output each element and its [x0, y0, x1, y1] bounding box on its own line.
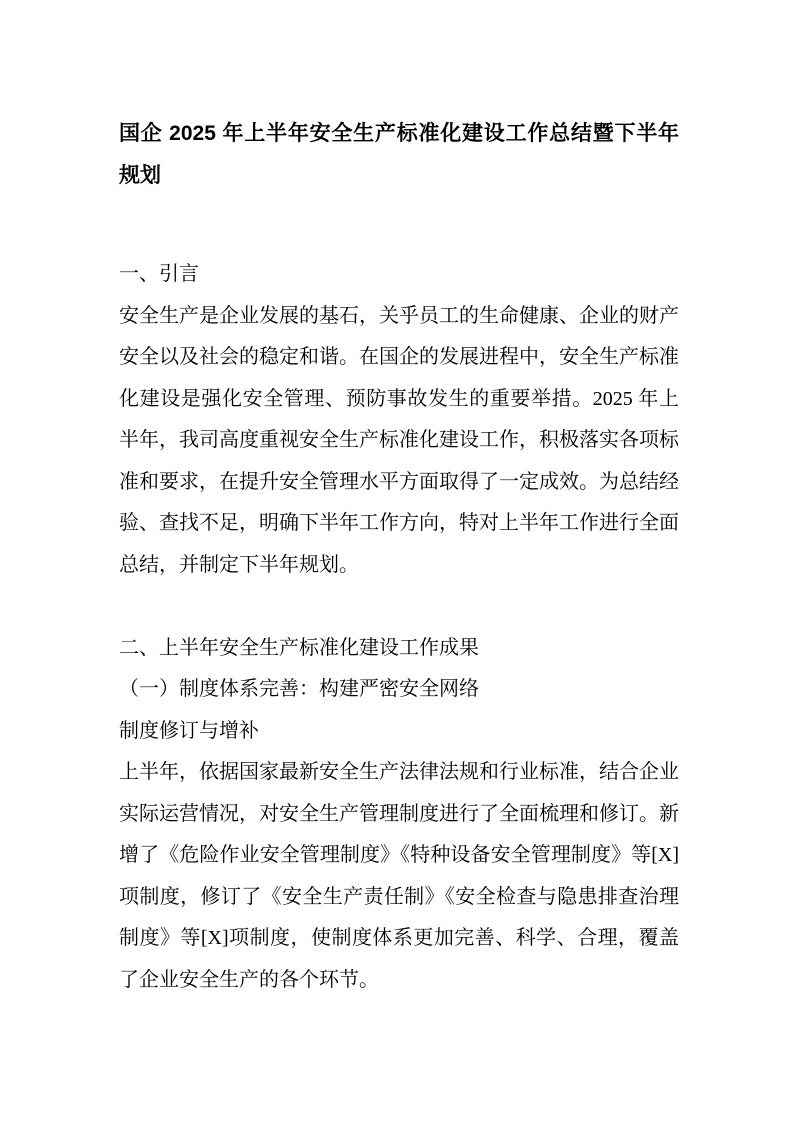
document-body — [119, 113, 679, 1001]
section-2-topic-heading: 制度修订与增补 — [119, 719, 259, 742]
section-2-subheading: （一）制度体系完善：构建严密安全网络 — [119, 678, 479, 700]
section-2-paragraph: 上半年，依据国家最新安全生产法律法规和行业标准，结合企业实际运营情况，对安全生产管理制度进行了全面梳理和修订。新增了《危险作业安全管理制度》《特种设备安全管理制度》等[X]项制度，修订了《安全生产责任制》《安全检查与隐患排查治理制度》等[X]项制度，使制度体系更加完善、科学、合理，覆盖了企业安全生产的各个环节。 — [119, 761, 679, 991]
document-title: 国企 2025 年上半年安全生产标准化建设工作总结暨下半年规划 — [119, 122, 679, 187]
section-1-heading: 一、引言 — [119, 263, 199, 285]
section-2-heading: 二、上半年安全生产标准化建设工作成果 — [119, 636, 479, 659]
section-1-paragraph: 安全生产是企业发展的基石，关乎员工的生命健康、企业的财产安全以及社会的稳定和谐。在国企的发展进程中，安全生产标准化建设是强化安全管理、预防事故发生的重要举措。2025 年上半年，我司高度重视安全生产标准化建设工作，积极落实各项标准和要求，在提升安全管理水平方面取得了一定成效。为总结经验、查找不足，明确下半年工作方向，特对上半年工作进行全面总结，并制定下半年规划。 — [119, 304, 679, 576]
